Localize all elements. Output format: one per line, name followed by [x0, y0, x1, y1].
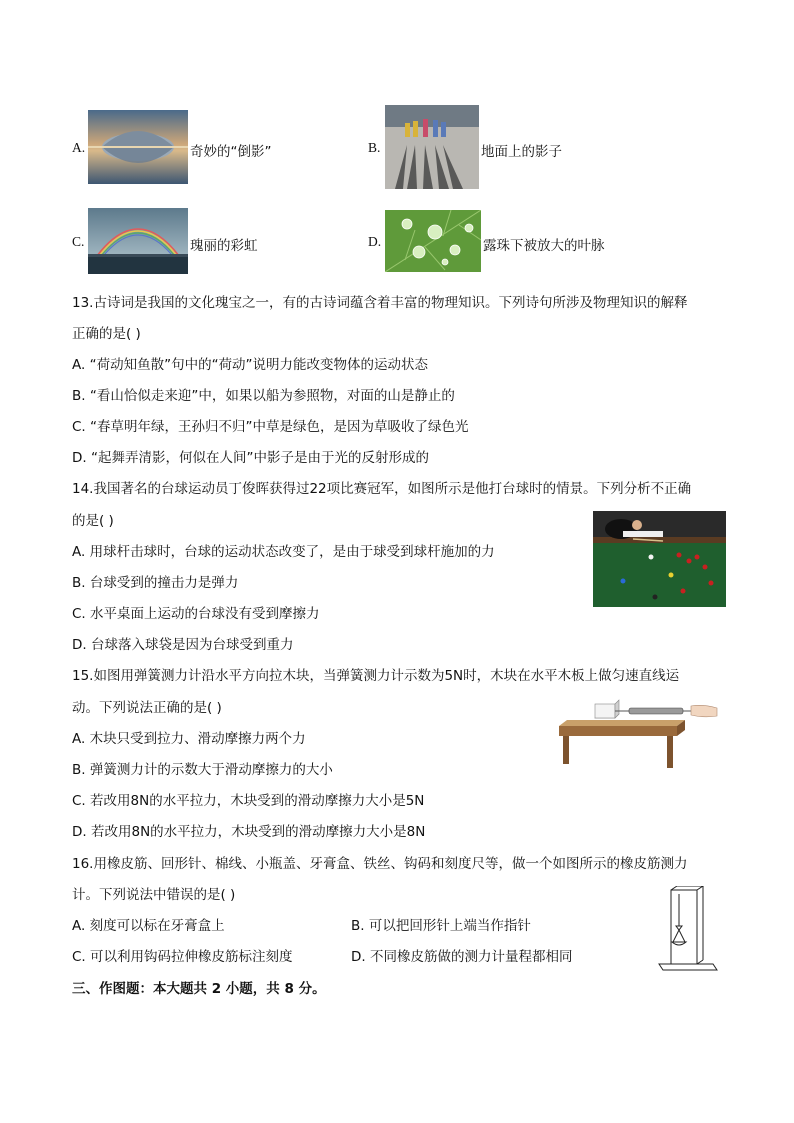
q15-option-d: D. 若改用8N的水平拉力，木块受到的滑动摩擦力大小是8N: [72, 824, 426, 840]
q14-option-b: B. 台球受到的撞击力是弹力: [72, 575, 239, 591]
q15-option-c: C. 若改用8N的水平拉力，木块受到的滑动摩擦力大小是5N: [72, 793, 425, 809]
q15-option-a: A. 木块只受到拉力、滑动摩擦力两个力: [72, 731, 306, 747]
q13-stem-line2: 正确的是( ): [72, 326, 141, 342]
billiards-image: [593, 511, 726, 607]
q15-stem-line2: 动。下列说法正确的是( ): [72, 700, 222, 716]
spring-scale-wood-block-image: [557, 698, 719, 770]
q16-option-c: C. 可以利用钩码拉伸橡皮筋标注刻度: [72, 949, 293, 965]
q14-option-d: D. 台球落入球袋是因为台球受到重力: [72, 637, 294, 653]
rainbow-image: [88, 208, 188, 274]
q13-option-d: D. “起舞弄清影，何似在人间”中影子是由于光的反射形成的: [72, 450, 429, 466]
q13-option-b: B. “看山恰似走来迎”中，如果以船为参照物，对面的山是静止的: [72, 388, 455, 404]
q14-option-c: C. 水平桌面上运动的台球没有受到摩擦力: [72, 606, 320, 622]
q15-option-b: B. 弹簧测力计的示数大于滑动摩擦力的大小: [72, 762, 333, 778]
q12-option-b-letter: B.: [368, 140, 381, 155]
q14-option-a: A. 用球杆击球时，台球的运动状态改变了，是由于球受到球杆施加的力: [72, 544, 495, 560]
dew-leaf-image: [385, 210, 481, 272]
q13-option-a: A. “荷动知鱼散”句中的“荷动”说明力能改变物体的运动状态: [72, 357, 429, 373]
section-3-heading: 三、作图题：本大题共 2 小题，共 8 分。: [72, 981, 326, 997]
q16-option-d: D. 不同橡皮筋做的测力计量程都相同: [351, 949, 573, 965]
q16-option-a: A. 刻度可以标在牙膏盒上: [72, 918, 225, 934]
ground-shadows-image: [385, 105, 479, 189]
q13-option-c: C. “春草明年绿，王孙归不归”中草是绿色，是因为草吸收了绿色光: [72, 419, 469, 435]
q12-option-c-caption: 瑰丽的彩虹: [190, 238, 258, 254]
q16-option-b: B. 可以把回形针上端当作指针: [351, 918, 531, 934]
q16-stem-line1: 16.用橡皮筋、回形针、棉线、小瓶盖、牙膏盒、铁丝、钩码和刻度尺等，做一个如图所示的橡皮筋测力: [72, 856, 688, 872]
q14-stem-line2: 的是( ): [72, 513, 114, 529]
opera-house-reflection-image: [88, 110, 188, 184]
q12-option-a-letter: A.: [72, 140, 86, 155]
q12-option-b-caption: 地面上的影子: [481, 144, 562, 160]
q12-option-a-caption: 奇妙的“倒影”: [190, 144, 272, 160]
q14-stem-line1: 14.我国著名的台球运动员丁俊晖获得过22项比赛冠军，如图所示是他打台球时的情景。下列分析不正确: [72, 481, 692, 497]
q15-stem-line1: 15.如图用弹簧测力计沿水平方向拉木块，当弹簧测力计示数为5N时，木块在水平木板上做匀速直线运: [72, 668, 680, 684]
rubber-band-force-meter-image: [655, 886, 719, 974]
q16-stem-line2: 计。下列说法中错误的是( ): [72, 887, 236, 903]
q12-option-c-letter: C.: [72, 234, 85, 249]
q12-option-d-caption: 露珠下被放大的叶脉: [483, 238, 605, 254]
q12-option-d-letter: D.: [368, 234, 382, 249]
q13-stem-line1: 13.古诗词是我国的文化瑰宝之一，有的古诗词蕴含着丰富的物理知识。下列诗句所涉及物理知识的解释: [72, 295, 688, 311]
